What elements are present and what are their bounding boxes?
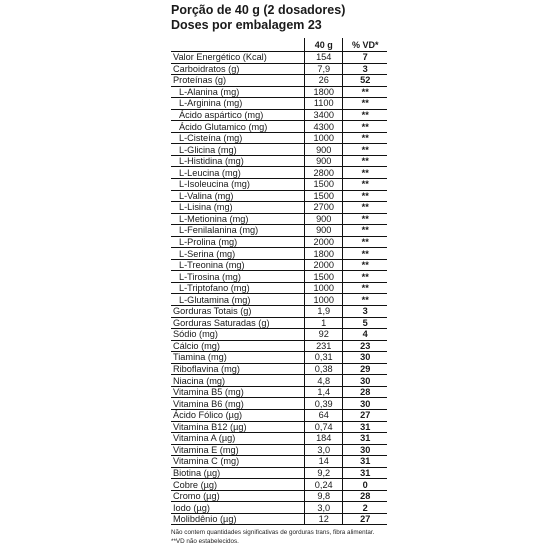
table-row [171, 317, 387, 329]
nutrient-daily-value: ** [343, 248, 387, 260]
header-nutrient [171, 38, 304, 52]
table-row [171, 271, 387, 283]
nutrient-daily-value: 27 [343, 409, 387, 421]
nutrient-name: L-Leucina (mg) [171, 167, 304, 179]
nutrient-daily-value: 31 [343, 433, 387, 445]
table-row [171, 155, 387, 167]
nutrient-quantity: 0,74 [304, 421, 343, 433]
nutrient-quantity: 1000 [304, 294, 343, 306]
table-row [171, 213, 387, 225]
nutrient-name: Ácido Glutamico (mg) [171, 121, 304, 133]
nutrient-name: L-Lisina (mg) [171, 202, 304, 214]
nutrient-quantity: 231 [304, 340, 343, 352]
nutrient-daily-value: 29 [343, 363, 387, 375]
nutrient-quantity: 900 [304, 144, 343, 156]
servings-per-package-title: Doses por embalagem 23 [171, 18, 322, 32]
nutrient-daily-value: ** [343, 225, 387, 237]
nutrient-name: L-Triptofano (mg) [171, 282, 304, 294]
nutrient-daily-value: 2 [343, 502, 387, 514]
header-daily-value: % VD* [343, 38, 387, 52]
nutrient-quantity: 0,38 [304, 363, 343, 375]
table-row [171, 467, 387, 479]
nutrient-quantity: 1100 [304, 98, 343, 110]
nutrient-daily-value: ** [343, 144, 387, 156]
nutrient-name: L-Isoleucina (mg) [171, 179, 304, 191]
table-row [171, 456, 387, 468]
table-row [171, 202, 387, 214]
nutrient-name: L-Prolina (mg) [171, 236, 304, 248]
nutrient-quantity: 9,2 [304, 467, 343, 479]
nutrient-name: Cromo (µg) [171, 490, 304, 502]
nutrient-daily-value: ** [343, 190, 387, 202]
table-row [171, 98, 387, 110]
nutrient-quantity: 1500 [304, 190, 343, 202]
nutrient-quantity: 900 [304, 225, 343, 237]
nutrient-quantity: 64 [304, 409, 343, 421]
nutrient-name: Niacina (mg) [171, 375, 304, 387]
table-row [171, 502, 387, 514]
nutrient-quantity: 0,31 [304, 352, 343, 364]
nutrient-daily-value: 7 [343, 52, 387, 64]
nutrient-name: L-Serina (mg) [171, 248, 304, 260]
nutrient-name: Riboflavina (mg) [171, 363, 304, 375]
nutrient-name: L-Metionina (mg) [171, 213, 304, 225]
nutrient-name: Gorduras Saturadas (g) [171, 317, 304, 329]
nutrient-quantity: 1 [304, 317, 343, 329]
nutrient-daily-value: 30 [343, 352, 387, 364]
nutrient-name: Vitamina C (mg) [171, 456, 304, 468]
nutrient-daily-value: 31 [343, 421, 387, 433]
table-row [171, 144, 387, 156]
nutrient-quantity: 4,8 [304, 375, 343, 387]
table-row [171, 433, 387, 445]
nutrient-daily-value: 28 [343, 490, 387, 502]
nutrient-name: Vitamina B12 (µg) [171, 421, 304, 433]
table-row [171, 329, 387, 341]
nutrient-quantity: 0,39 [304, 398, 343, 410]
table-row [171, 282, 387, 294]
nutrition-table [171, 38, 387, 525]
table-row [171, 75, 387, 87]
nutrition-table-body [171, 52, 387, 525]
nutrient-quantity: 1,4 [304, 386, 343, 398]
nutrient-quantity: 7,9 [304, 63, 343, 75]
nutrient-daily-value: 30 [343, 444, 387, 456]
nutrient-daily-value: ** [343, 271, 387, 283]
nutrient-name: Vitamina B6 (mg) [171, 398, 304, 410]
table-row [171, 190, 387, 202]
nutrient-quantity: 0,24 [304, 479, 343, 491]
table-header-row [171, 38, 387, 52]
table-row [171, 86, 387, 98]
nutrient-quantity: 14 [304, 456, 343, 468]
nutrient-daily-value: ** [343, 294, 387, 306]
nutrient-name: L-Histidina (mg) [171, 155, 304, 167]
nutrient-daily-value: 27 [343, 513, 387, 525]
footnote-trans-fat: Não contem quantidades significativas de gorduras trans, fibra alimentar. [171, 529, 375, 537]
nutrient-name: Carboidratos (g) [171, 63, 304, 75]
nutrient-daily-value: 5 [343, 317, 387, 329]
table-row [171, 294, 387, 306]
nutrient-daily-value: 30 [343, 375, 387, 387]
nutrient-name: Sódio (mg) [171, 329, 304, 341]
nutrient-daily-value: 0 [343, 479, 387, 491]
nutrient-name: Tiamina (mg) [171, 352, 304, 364]
nutrient-quantity: 1500 [304, 271, 343, 283]
nutrient-daily-value: ** [343, 86, 387, 98]
nutrient-name: Iodo (µg) [171, 502, 304, 514]
table-row [171, 363, 387, 375]
nutrient-quantity: 900 [304, 213, 343, 225]
table-row [171, 490, 387, 502]
table-row [171, 225, 387, 237]
nutrient-name: Biotina (µg) [171, 467, 304, 479]
footnote-vd: **VD não estabelecidos. [171, 538, 239, 546]
nutrient-daily-value: 28 [343, 386, 387, 398]
nutrient-daily-value: ** [343, 202, 387, 214]
nutrient-name: Vitamina E (mg) [171, 444, 304, 456]
nutrient-name: L-Fenilalanina (mg) [171, 225, 304, 237]
header-quantity: 40 g [304, 38, 343, 52]
nutrient-name: Gorduras Totais (g) [171, 306, 304, 318]
nutrient-daily-value: 4 [343, 329, 387, 341]
nutrient-quantity: 154 [304, 52, 343, 64]
nutrient-quantity: 2800 [304, 167, 343, 179]
table-row [171, 409, 387, 421]
nutrient-name: L-Tirosina (mg) [171, 271, 304, 283]
nutrient-daily-value: 52 [343, 75, 387, 87]
table-row [171, 398, 387, 410]
nutrient-quantity: 1800 [304, 248, 343, 260]
nutrient-quantity: 3400 [304, 109, 343, 121]
nutrient-name: L-Glutamina (mg) [171, 294, 304, 306]
nutrient-quantity: 2700 [304, 202, 343, 214]
nutrient-name: Molibdênio (µg) [171, 513, 304, 525]
nutrient-name: Valor Energético (Kcal) [171, 52, 304, 64]
table-row [171, 248, 387, 260]
nutrient-quantity: 184 [304, 433, 343, 445]
nutrient-name: Ácido aspártico (mg) [171, 109, 304, 121]
nutrient-daily-value: 30 [343, 398, 387, 410]
nutrient-name: Vitamina A (µg) [171, 433, 304, 445]
nutrient-daily-value: ** [343, 167, 387, 179]
table-row [171, 132, 387, 144]
table-row [171, 421, 387, 433]
nutrient-quantity: 2000 [304, 236, 343, 248]
nutrient-daily-value: 31 [343, 456, 387, 468]
nutrient-daily-value: ** [343, 121, 387, 133]
nutrient-name: L-Glicina (mg) [171, 144, 304, 156]
nutrient-quantity: 3,0 [304, 502, 343, 514]
table-row [171, 259, 387, 271]
nutrient-name: Cálcio (mg) [171, 340, 304, 352]
nutrient-name: L-Treonina (mg) [171, 259, 304, 271]
nutrient-daily-value: ** [343, 179, 387, 191]
nutrient-quantity: 4300 [304, 121, 343, 133]
table-row [171, 52, 387, 64]
table-row [171, 109, 387, 121]
nutrient-name: L-Valina (mg) [171, 190, 304, 202]
table-row [171, 352, 387, 364]
nutrition-facts-panel [171, 3, 387, 546]
table-row [171, 375, 387, 387]
nutrient-quantity: 92 [304, 329, 343, 341]
nutrient-quantity: 1000 [304, 282, 343, 294]
nutrient-name: L-Arginina (mg) [171, 98, 304, 110]
table-row [171, 513, 387, 525]
nutrient-name: L-Cisteína (mg) [171, 132, 304, 144]
nutrient-daily-value: 23 [343, 340, 387, 352]
table-row [171, 236, 387, 248]
nutrient-daily-value: 31 [343, 467, 387, 479]
nutrient-name: Proteínas (g) [171, 75, 304, 87]
nutrient-name: Vitamina B5 (mg) [171, 386, 304, 398]
nutrient-daily-value: ** [343, 98, 387, 110]
nutrient-daily-value: ** [343, 282, 387, 294]
nutrient-quantity: 9,8 [304, 490, 343, 502]
nutrient-daily-value: ** [343, 132, 387, 144]
table-row [171, 306, 387, 318]
nutrient-quantity: 1800 [304, 86, 343, 98]
nutrient-name: Ácido Fólico (µg) [171, 409, 304, 421]
table-row [171, 121, 387, 133]
nutrient-daily-value: ** [343, 109, 387, 121]
table-row [171, 386, 387, 398]
nutrient-quantity: 1000 [304, 132, 343, 144]
nutrient-quantity: 26 [304, 75, 343, 87]
nutrient-quantity: 3,0 [304, 444, 343, 456]
nutrient-daily-value: ** [343, 236, 387, 248]
serving-size-title: Porção de 40 g (2 dosadores) [171, 3, 346, 17]
nutrient-quantity: 1,9 [304, 306, 343, 318]
table-row [171, 63, 387, 75]
table-row [171, 444, 387, 456]
nutrient-quantity: 1500 [304, 179, 343, 191]
nutrient-name: L-Alanina (mg) [171, 86, 304, 98]
nutrient-daily-value: 3 [343, 306, 387, 318]
table-row [171, 179, 387, 191]
table-row [171, 340, 387, 352]
nutrient-name: Cobre (µg) [171, 479, 304, 491]
nutrient-daily-value: ** [343, 259, 387, 271]
nutrient-quantity: 900 [304, 155, 343, 167]
nutrient-daily-value: ** [343, 155, 387, 167]
nutrient-quantity: 2000 [304, 259, 343, 271]
nutrient-daily-value: 3 [343, 63, 387, 75]
nutrient-daily-value: ** [343, 213, 387, 225]
table-row [171, 167, 387, 179]
nutrient-quantity: 12 [304, 513, 343, 525]
table-row [171, 479, 387, 491]
